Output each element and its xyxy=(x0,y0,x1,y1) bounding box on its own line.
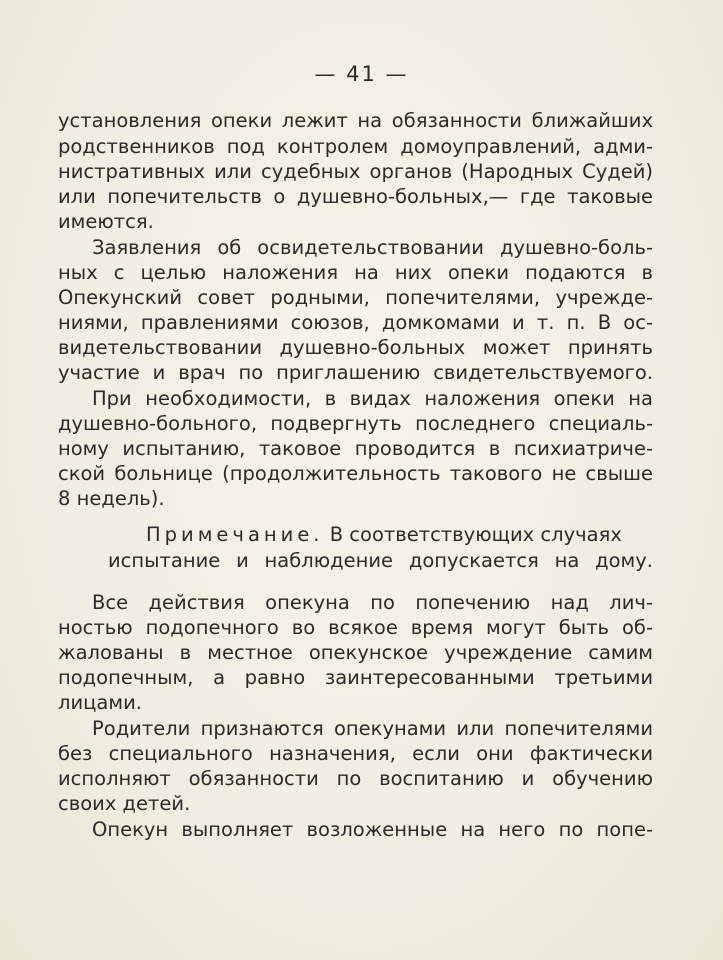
text-line: ской больнице (продолжительность такового не свыше xyxy=(58,462,653,485)
note-text: В соответствующих случаях xyxy=(329,523,622,546)
text-line: Опекунский совет родными, попечителями, учрежде- xyxy=(58,286,653,309)
text-line: Заявления об освидетельствовании душевно-боль- xyxy=(92,236,653,259)
text-line: своих детей. xyxy=(58,792,191,815)
text-line: или попечительств о душевно-больных,— где таковые xyxy=(58,185,653,208)
text-line: имеются. xyxy=(58,210,154,233)
text-line: душевно-больного, подвергнуть последнего специаль- xyxy=(58,412,653,435)
text-line: Все действия опекуна по попечению над лич- xyxy=(92,591,653,614)
note-label: Примечание. xyxy=(146,523,324,546)
text-line: видетельствовании душевно-больных может принять xyxy=(58,336,653,359)
text-line: ному испытанию, таковое проводится в психиатриче- xyxy=(58,437,653,460)
text-line: нистративных или судебных органов (Народных Судей) xyxy=(58,160,653,183)
text-line: установления опеки лежит на обязанности ближайших xyxy=(58,109,653,132)
text-line: участие и врач по приглашению свидетельствуемого. xyxy=(58,361,653,384)
text-line: без специального назначения, если они фактически xyxy=(58,742,653,765)
page-number: — 41 — xyxy=(314,62,409,86)
text-line: подопечным, а равно заинтересованными третьими xyxy=(58,666,653,689)
text-line: 8 недель). xyxy=(58,487,165,510)
text-line: ниями, правлениями союзов, домкомами и т. п. В ос- xyxy=(58,311,653,334)
text-line: Родители признаются опекунами или попечителями xyxy=(92,717,653,740)
text-line: лицами. xyxy=(58,691,142,714)
text-line: родственников под контролем домоуправлений, адми- xyxy=(58,135,653,158)
text-line: ностью подопечного во всякое время могут быть об- xyxy=(58,616,653,639)
note-line: испытание и наблюдение допускается на дому. xyxy=(108,549,653,572)
text-line: Опекун выполняет возложенные на него по попе- xyxy=(92,818,653,841)
text-line: При необходимости, в видах наложения опеки на xyxy=(92,387,653,410)
text-line: жалованы в местное опекунское учреждение самим xyxy=(58,641,653,664)
text-line: исполняют обязанности по воспитанию и обучению xyxy=(58,767,653,790)
text-line: ных с целью наложения на них опеки подаются в xyxy=(58,261,653,284)
note-line xyxy=(146,522,653,547)
